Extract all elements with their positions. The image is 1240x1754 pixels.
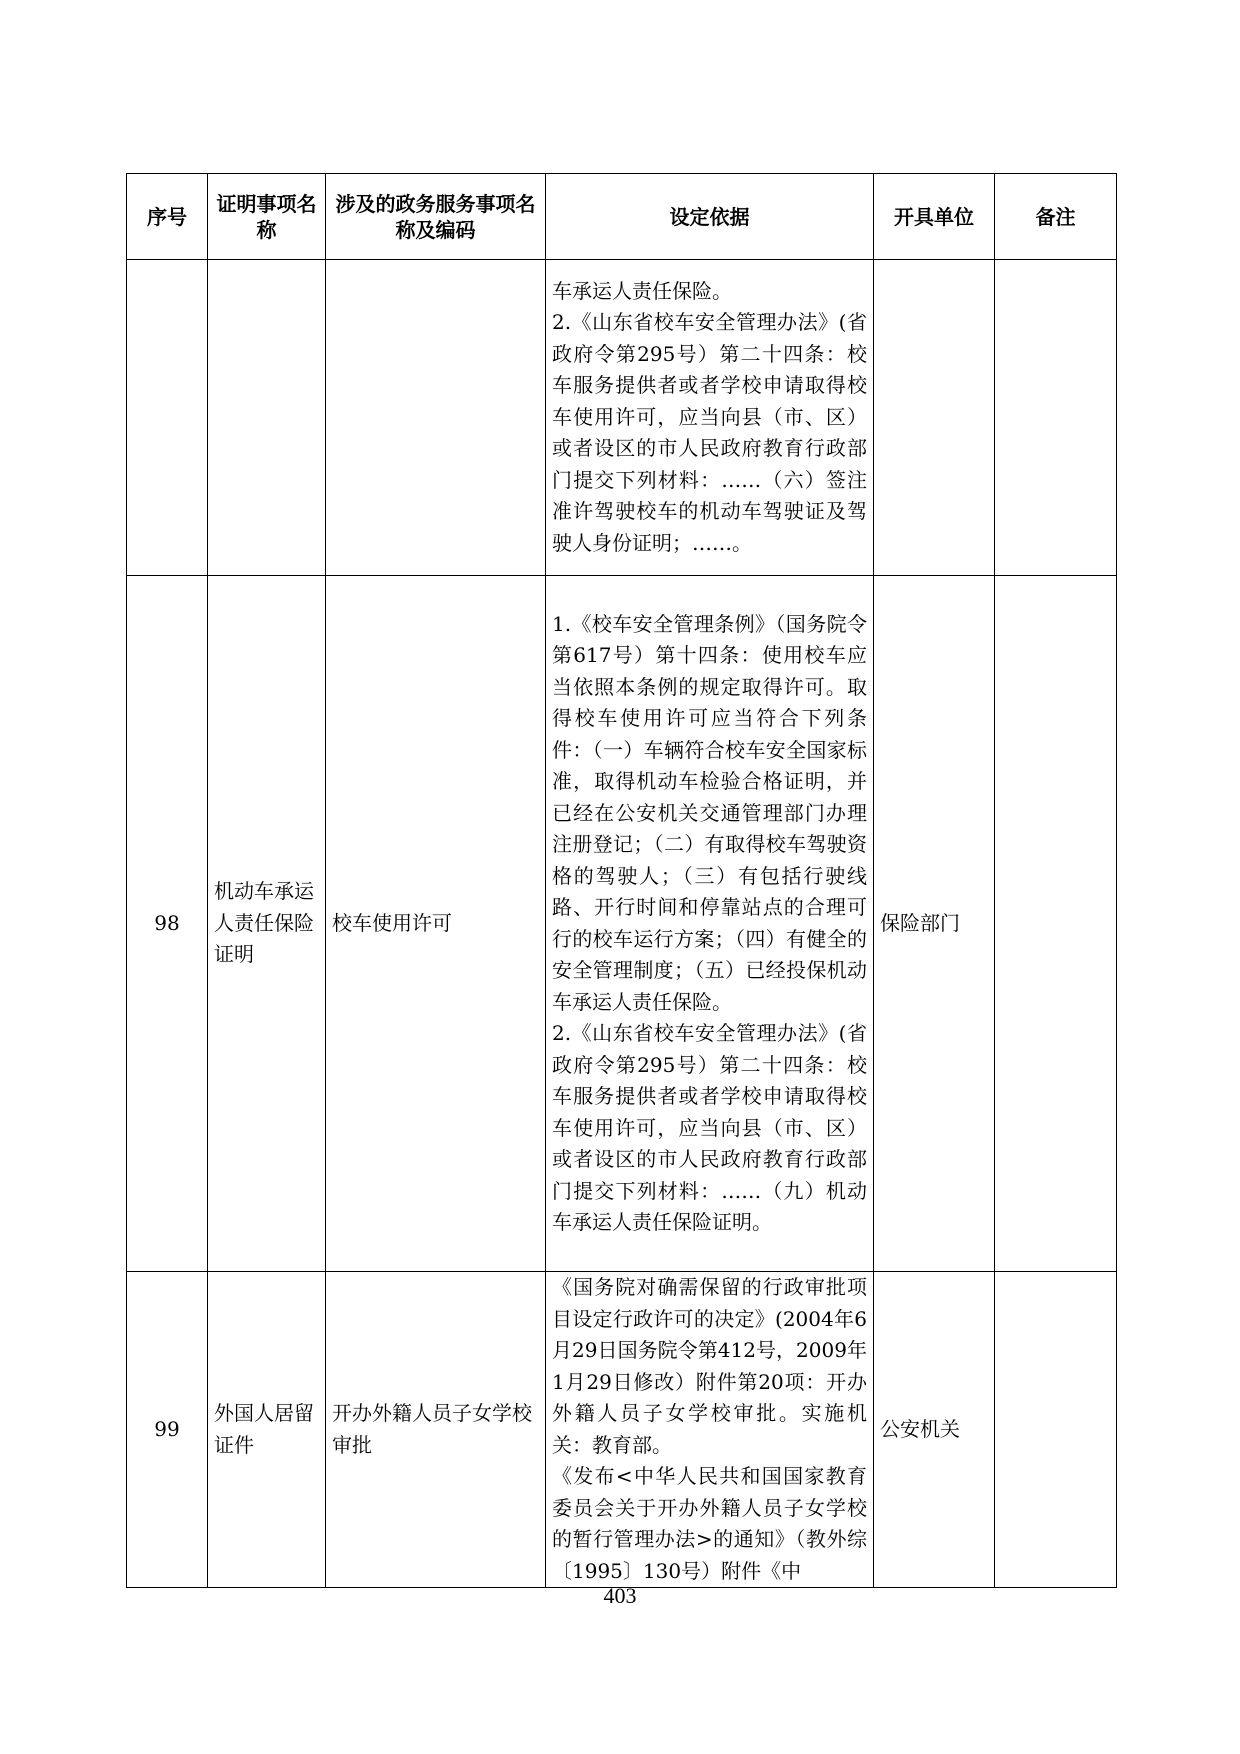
- table-row: [127, 576, 1117, 1272]
- basis-paragraph: 2.《山东省校车安全管理办法》(省政府令第295号）第二十四条：校车服务提供者或者学校申请取得校车使用许可，应当向县（市、区）或者设区的市人民政府教育行政部门提交下列材料：……（九）机动车承运人责任保险证明。: [552, 1021, 867, 1234]
- row-remarks: [995, 576, 1117, 1272]
- header-remarks: 备注: [995, 174, 1117, 260]
- row-service-item: [326, 260, 546, 576]
- row-cert-name: [208, 260, 326, 576]
- basis-paragraph: 车承运人责任保险。: [552, 278, 732, 303]
- row-no: 98: [127, 576, 208, 1272]
- row-service-item: 校车使用许可: [326, 576, 546, 1272]
- basis-paragraph: 《发布<中华人民共和国国家教育委员会关于开办外籍人员子女学校的暂行管理办法>的通知》（教外综〔1995〕130号）附件《中: [552, 1464, 867, 1583]
- header-no: 序号: [127, 174, 208, 260]
- row-issuer: 公安机关: [874, 1272, 995, 1588]
- row-no: 99: [127, 1272, 208, 1588]
- row-no: [127, 260, 208, 576]
- certification-items-table: [126, 173, 1117, 1588]
- basis-paragraph: 2.《山东省校车安全管理办法》(省政府令第295号）第二十四条：校车服务提供者或者学校申请取得校车使用许可，应当向县（市、区）或者设区的市人民政府教育行政部门提交下列材料：……（六）签注准许驾驶校车的机动车驾驶证及驾驶人身份证明；……。: [552, 310, 867, 555]
- row-cert-name: 机动车承运人责任保险证明: [208, 576, 326, 1272]
- table-header-row: [127, 174, 1117, 260]
- table-row: [127, 260, 1117, 576]
- basis-paragraph: 1.《校车安全管理条例》（国务院令第617号）第十四条：使用校车应当依照本条例的规定取得许可。取得校车使用许可应当符合下列条件：（一）车辆符合校车安全国家标准，取得机动车检验合格证明，并已经在公安机关交通管理部门办理注册登记；（二）有取得校车驾驶资格的驾驶人；（三）有包括行驶线路、开行时间和停靠站点的合理可行的校车运行方案；（四）有健全的安全管理制度；（五）已经投保机动车承运人责任保险。: [552, 611, 867, 1014]
- row-basis: [546, 576, 874, 1272]
- row-basis: [546, 260, 874, 576]
- row-issuer: [874, 260, 995, 576]
- basis-paragraph: 《国务院对确需保留的行政审批项目设定行政许可的决定》(2004年6月29日国务院令第412号，2009年1月29日修改）附件第20项：开办外籍人员子女学校审批。实施机关：教育部。: [552, 1275, 867, 1457]
- header-service-item: 涉及的政务服务事项名称及编码: [326, 174, 546, 260]
- header-basis: 设定依据: [546, 174, 874, 260]
- table-row: [127, 1272, 1117, 1588]
- header-issuer: 开具单位: [874, 174, 995, 260]
- page-number: 403: [603, 1583, 637, 1608]
- row-remarks: [995, 1272, 1117, 1588]
- header-cert-name: 证明事项名称: [208, 174, 326, 260]
- row-basis: [546, 1272, 874, 1588]
- row-remarks: [995, 260, 1117, 576]
- row-issuer: 保险部门: [874, 576, 995, 1272]
- row-service-item: 开办外籍人员子女学校审批: [326, 1272, 546, 1588]
- row-cert-name: 外国人居留证件: [208, 1272, 326, 1588]
